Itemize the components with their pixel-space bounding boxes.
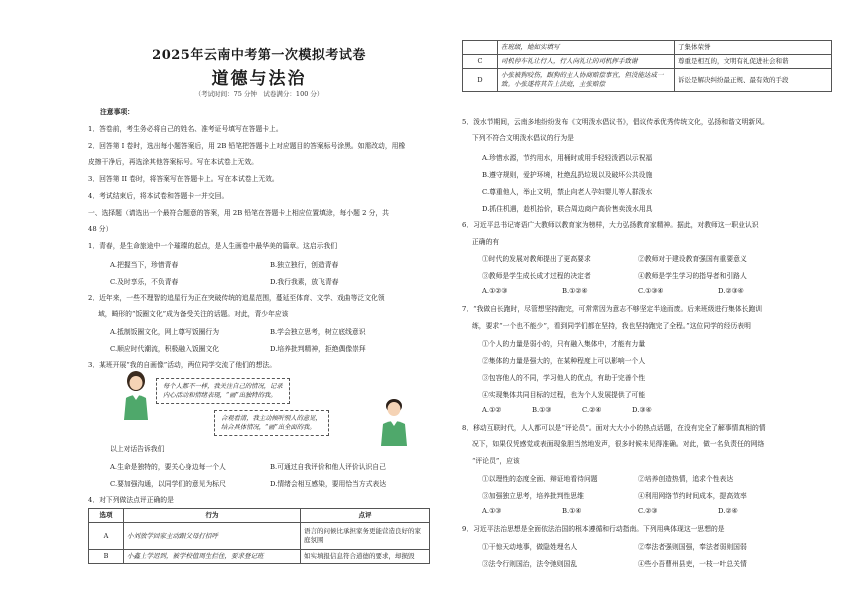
table-cell-behavior: 司机停车礼让行人，行人向礼让的司机挥手致谢 <box>498 55 675 69</box>
q8-statement-4: ④利用网络节约时间成本，提高效率 <box>638 492 747 500</box>
q9-statement-2: ②奉法者强则国强，奉法者弱则国弱 <box>638 543 747 551</box>
table-cell-behavior: 小刘放学回家主动跟父母打招呼 <box>124 523 301 550</box>
table-cell-review: 了集体荣誉 <box>675 41 832 55</box>
section-heading-cont: 48 分） <box>88 225 113 233</box>
table-cell-option: C <box>463 55 498 69</box>
q7-statement-3: ③包容他人的不同，学习他人的优点，有助于完善个性 <box>482 374 646 382</box>
subject-title: 道德与法治 <box>211 69 307 89</box>
q6-statement-1: ①时代的发展对教师提出了更高要求 <box>482 255 591 263</box>
q9-statement-1: ①干惊天动地事，做隐姓埋名人 <box>482 543 578 551</box>
q7-statement-2: ②集体的力量是强大的，在某种程度上可以影响一个人 <box>482 357 646 365</box>
q2-option-a[interactable]: A.抵制饭圈文化，网上尊写饭圈行为 <box>110 328 220 336</box>
table-cell-review: 尊重是相互的，文明有礼促进社会和谐 <box>675 55 832 69</box>
q9-stem: 9．习近平法治思想是全面依法治国的根本遵循和行动指南。下列用典体现这一思想的是 <box>462 525 725 533</box>
q3-option-d[interactable]: D.情绪会相互感染，要用恰当方式表达 <box>270 480 387 488</box>
q3-lead: 以上对话告诉我们 <box>110 445 165 453</box>
q8-option-a[interactable]: A.①③ <box>482 507 502 515</box>
q8-stem-cont2: “评论员”，应该 <box>472 457 520 465</box>
q8-statement-3: ③加强独立思考，培养批判性思维 <box>482 492 584 500</box>
q2-option-b[interactable]: B.学会独立思考，树立底线意识 <box>270 328 366 336</box>
q1-option-c[interactable]: C.及时享乐，不负青春 <box>110 278 179 286</box>
table-cell-option: D <box>463 69 498 92</box>
table-row <box>89 523 430 550</box>
q7-statement-1: ①个人的力量是弱小的，只有融入集体中，才能有力量 <box>482 340 646 348</box>
table-cell-option: A <box>89 523 124 550</box>
table-row <box>463 55 832 69</box>
table-row <box>463 41 832 55</box>
q6-statement-3: ③教师是学生成长成才过程的决定者 <box>482 272 591 280</box>
q8-statement-2: ②培养创造热情，追求个性表达 <box>638 475 734 483</box>
q1-option-a[interactable]: A.把握当下，珍惜青春 <box>110 261 179 269</box>
q2-option-d[interactable]: D.培养批判精神，拒绝偶像崇拜 <box>270 345 366 353</box>
q8-option-b[interactable]: B.①④ <box>562 507 582 515</box>
q4-stem: 4．对下列做法点评正确的是 <box>88 496 174 504</box>
q5-stem: 5．泼水节期间，云南多地纷纷发布《文明泼水倡议书》，倡议传承优秀传统文化，弘扬和谐文明新风。 <box>462 118 769 126</box>
bubble-girl-line2: 内心活动和情绪表现，“画”出独特的我。 <box>163 392 277 399</box>
q7-option-c[interactable]: C.②④ <box>582 406 602 414</box>
table-cell-review: 如实填报信息符合道德的要求，却损毁 <box>301 550 430 564</box>
q6-option-c[interactable]: C.①③④ <box>638 287 664 295</box>
table-header-behavior: 行为 <box>124 509 301 523</box>
q3-option-c[interactable]: C.要加强沟通，以同学们的意见为标尺 <box>110 480 226 488</box>
q6-option-d[interactable]: D.②③④ <box>718 287 744 295</box>
q1-option-b[interactable]: B.独立独行，创造青春 <box>270 261 339 269</box>
q5-option-b[interactable]: B.遵守规则，爱护环境，杜绝乱扔垃圾以及破坏公共设施 <box>482 171 653 179</box>
section-heading: 一、选择题（请选出一个最符合题意的答案，用 2B 铅笔在答题卡上相应位置填涂，每小题 2 分，共 <box>88 209 389 217</box>
q9-statement-4: ④些小吾曹州县吏，一枝一叶总关情 <box>638 560 747 568</box>
q3-stem: 3．某班开展“我的自画像”活动，两位同学交流了他们的想法。 <box>88 361 276 369</box>
table-cell-option <box>463 41 498 55</box>
q5-stem-cont: 下列不符合文明泼水倡议的行为是 <box>472 134 574 142</box>
q8-statement-1: ①以理性的态度全面、辩证地看待问题 <box>482 475 598 483</box>
note-item: 2．回答第 I 卷时，选出每小题答案后，用 2B 铅笔把答题卡上对应题目的答案标号涂黑。如需改动，用橡 <box>88 142 406 150</box>
note-item: 皮擦干净后，再选涂其他答案标号。写在本试卷上无效。 <box>88 158 258 166</box>
table-header-option: 选项 <box>89 509 124 523</box>
q6-option-b[interactable]: B.①②④ <box>562 287 588 295</box>
q6-stem-cont: 正确的有 <box>472 238 500 246</box>
q7-option-b[interactable]: B.①③ <box>532 406 552 414</box>
bubble-girl-line1: 每个人都不一样，我关注自己的情况，记录 <box>163 383 283 390</box>
q1-stem: 1．青春，是生命旅途中一个璀璨的起点，是人生画卷中最华美的篇章。这启示我们 <box>88 242 338 250</box>
q6-option-a[interactable]: A.①②③ <box>482 287 508 295</box>
q8-option-c[interactable]: C.②③ <box>638 507 658 515</box>
q1-option-d[interactable]: D.我行我素，放飞青春 <box>270 278 339 286</box>
bubble-boy-line2: 结合具体情况，“画”出全面的我。 <box>221 424 316 431</box>
q6-statement-2: ②教师对于建设教育强国有重要意义 <box>638 255 747 263</box>
q4-table <box>88 508 430 564</box>
table-cell-option: B <box>89 550 124 564</box>
q5-option-d[interactable]: D.抓住机遇，趁机抬价，联合周边商户高价售卖泼水用具 <box>482 205 653 213</box>
q2-option-c[interactable]: C.顺应时代潮流，积极融入饭圈文化 <box>110 345 220 353</box>
q8-stem: 8．移动互联时代，人人都可以是“评论员”。面对大大小小的热点话题，在没有完全了解事情真相的情 <box>462 424 766 432</box>
q9-statement-3: ③法令行则国治，法令弛则国乱 <box>482 560 578 568</box>
table-header-review: 点评 <box>301 509 430 523</box>
q8-option-d[interactable]: D.②④ <box>718 507 738 515</box>
q6-statement-4: ④教师是学生学习的指导者和引路人 <box>638 272 747 280</box>
q2-stem: 2．近年来，一些不理智的追星行为正在突破传统的追星范围，蔓延至体育、文学、戏曲等泛文化领 <box>88 294 385 302</box>
note-item: 3．回答第 II 卷时，将答案写在答题卡上。写在本试卷上无效。 <box>88 175 279 183</box>
note-item: 1．答卷前，考生务必将自己的姓名、准考证号填写在答题卡上。 <box>88 125 283 133</box>
speech-bubble-boy <box>214 410 329 436</box>
bubble-boy-line1: 合观看清，我主动倾听别人的意见， <box>221 415 322 422</box>
q7-stem-cont: 练，要求“一个也不能少”，看到同学们都在坚持，我也坚持跑完了全程。”这位同学的经历表明 <box>472 322 751 330</box>
q3-option-a[interactable]: A.生命是独特的，要关心身边每一个人 <box>110 463 226 471</box>
table-row <box>463 69 832 92</box>
table-cell-behavior: 小鑫上学迟到，被学校值周生拦住，要求登记班 <box>124 550 301 564</box>
q6-stem: 6．习近平总书记寄语广大教师以教育家为榜样，大力弘扬教育家精神。据此，对教师这一职业认识 <box>462 221 759 229</box>
table-cell-behavior: 在班级，她如实填写 <box>498 41 675 55</box>
student-girl-figure <box>118 370 154 422</box>
exam-title: 2025年云南中考第一次模拟考试卷 <box>152 48 366 63</box>
q7-option-a[interactable]: A.①② <box>482 406 502 414</box>
table-cell-review: 诉讼是解决纠纷最正规、最有效的手段 <box>675 69 832 92</box>
q7-statement-4: ④实现集体共同目标的过程，也为个人发展提供了可能 <box>482 391 646 399</box>
table-header-row <box>89 509 430 523</box>
q5-option-c[interactable]: C.尊重他人，举止文明，禁止向老人孕妇婴儿等人群泼水 <box>482 188 653 196</box>
q4-table-continued <box>462 40 832 92</box>
q7-option-d[interactable]: D.③④ <box>632 406 652 414</box>
q7-stem: 7．“我做自长跑时，尽管想坚持跑完，可常常因为意志不够坚定半途而废。后来班级进行集体长跑训 <box>462 305 763 313</box>
notes-heading: 注意事项： <box>100 108 134 116</box>
q5-option-a[interactable]: A.珍惜水源，节约用水，用桶时或用手轻轻泼洒以示祝福 <box>482 154 653 162</box>
q2-stem-cont: 域，畸形的“饭圈文化”成为备受关注的话题。对此，青少年应该 <box>98 310 289 318</box>
note-item: 4．考试结束后，将本试卷和答题卡一并交回。 <box>88 192 229 200</box>
speech-bubble-girl <box>156 378 290 404</box>
student-boy-figure <box>376 396 412 448</box>
table-row <box>89 550 430 564</box>
table-cell-review: 语言的问候比承担家务更能营造良好的家庭氛围 <box>301 523 430 550</box>
table-cell-behavior: 小张被狗咬伤，跟狗的主人协商赔偿事宜，但没能达成一致。小张遂将其告上法庭，主张赔偿 <box>498 69 675 92</box>
q8-stem-cont: 况下，如果仅凭感觉或表面现象胆当然地发声，很多时候未见得准确。对此，做一名负责任的网络 <box>472 440 765 448</box>
q3-option-b[interactable]: B.可通过自我评价和他人评价认识自己 <box>270 463 386 471</box>
exam-info: （考试时间：75 分钟 试卷满分：100 分） <box>194 90 324 98</box>
